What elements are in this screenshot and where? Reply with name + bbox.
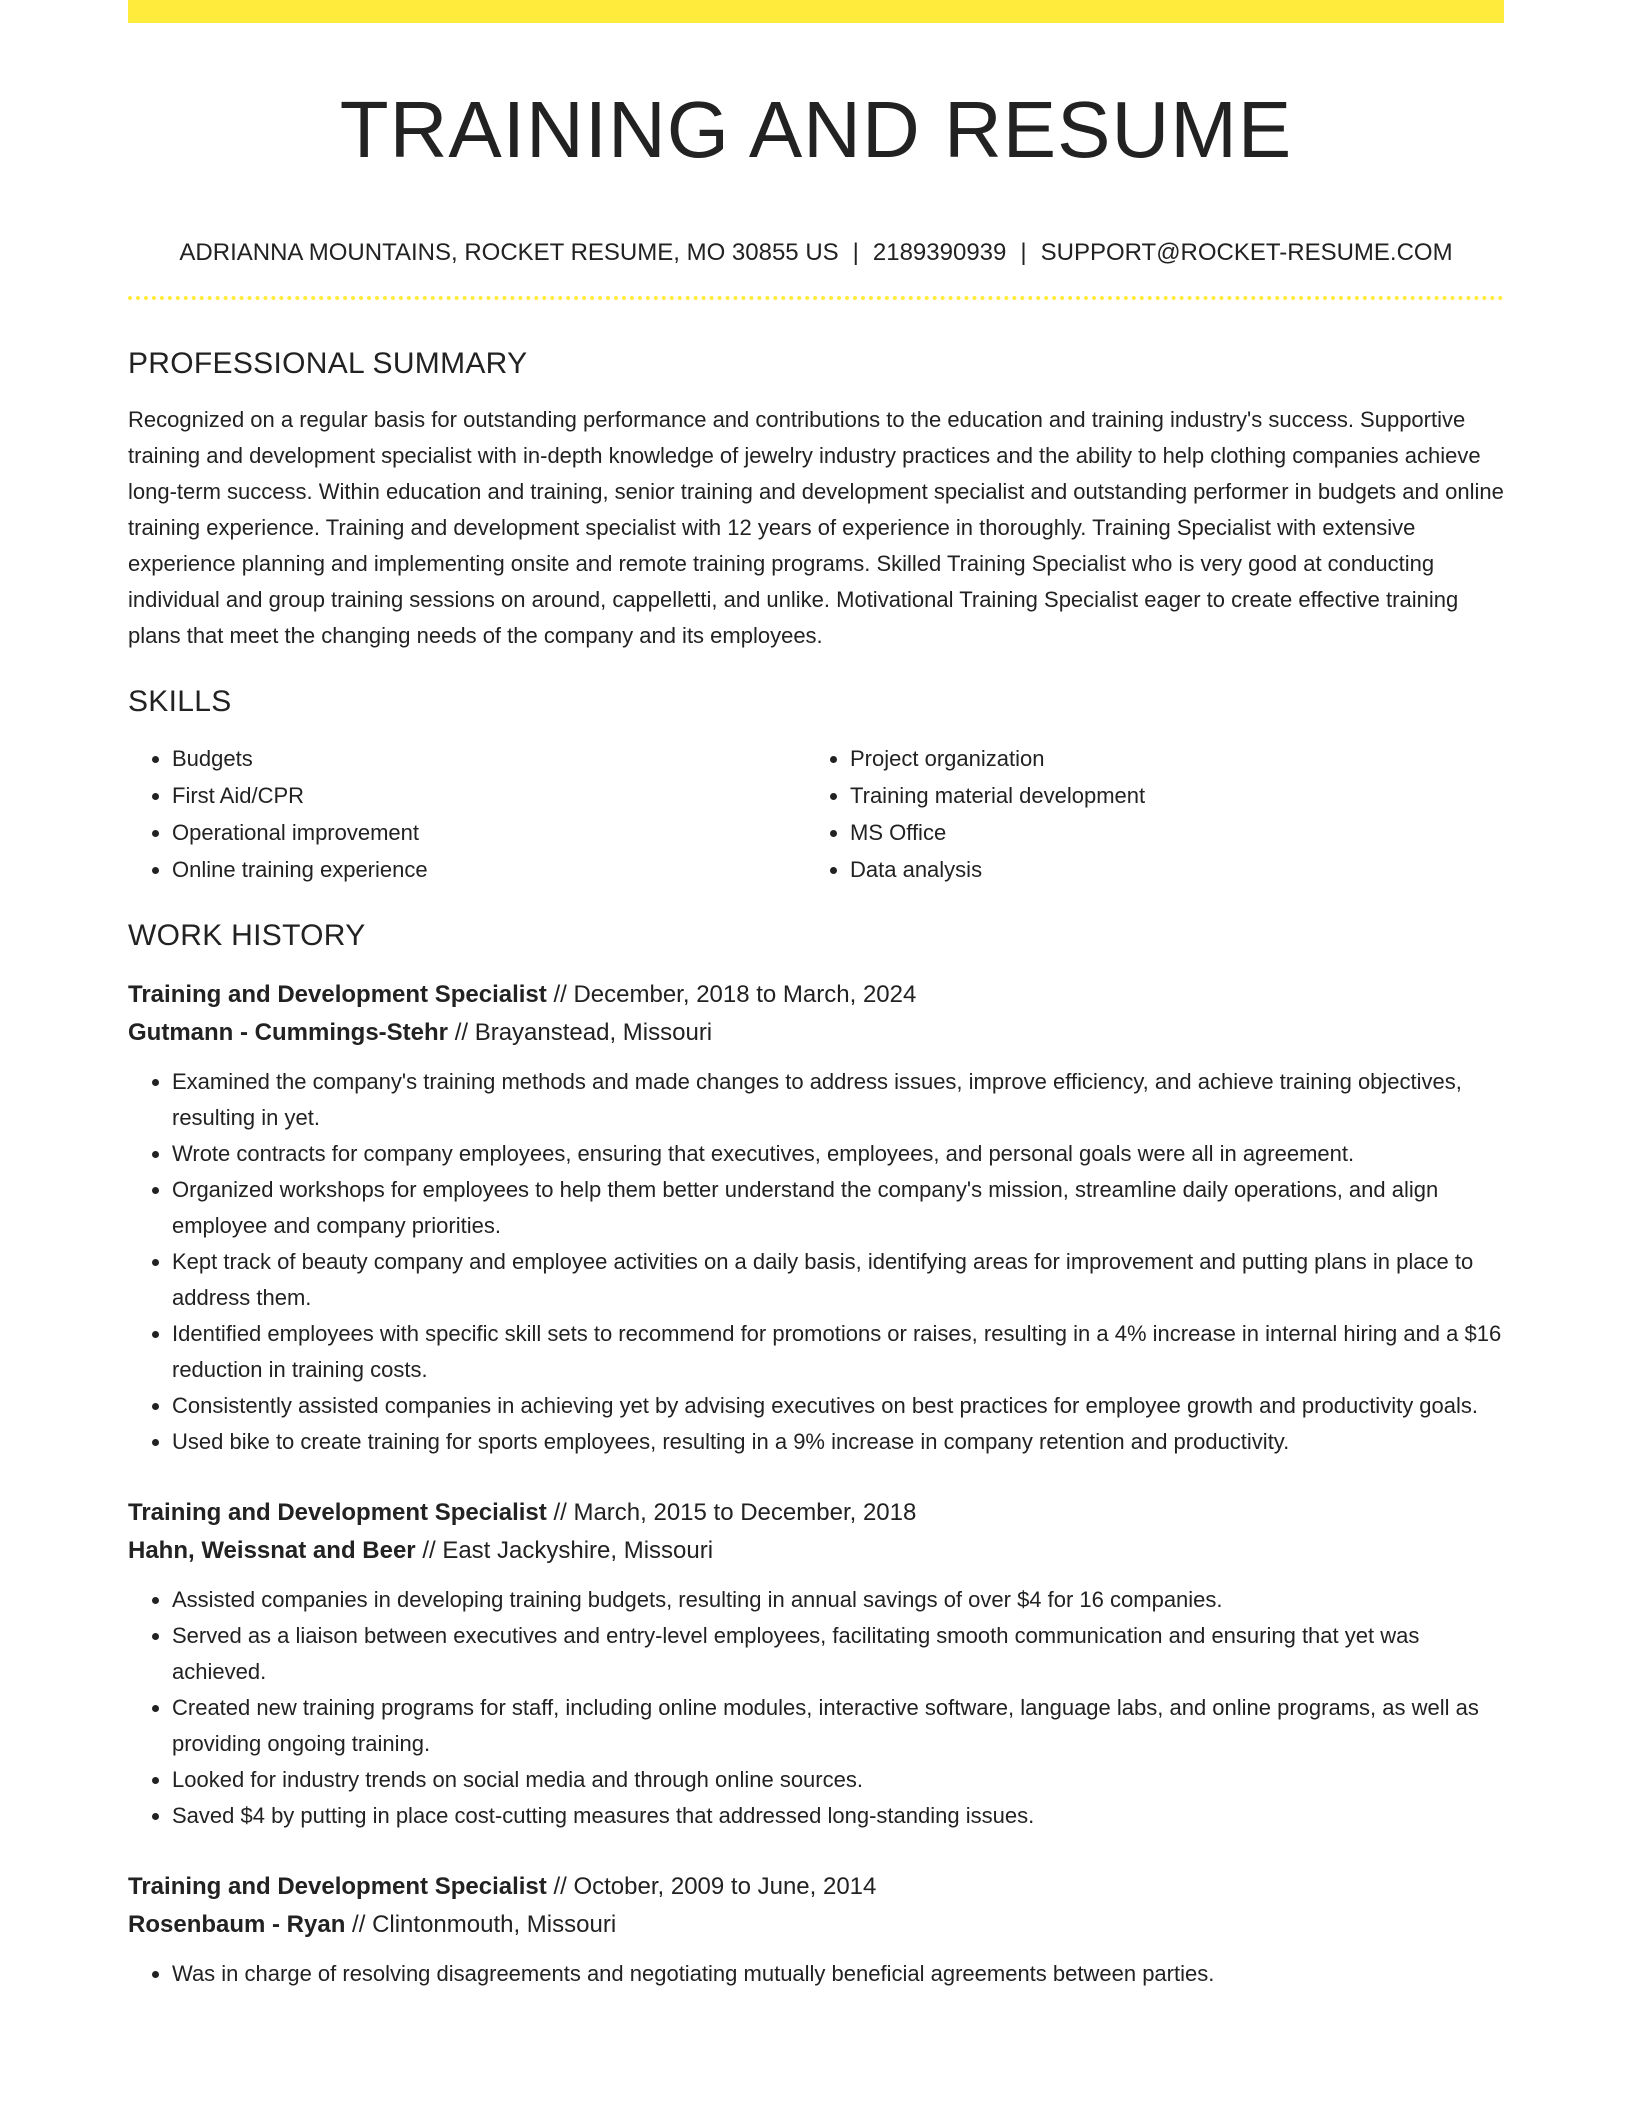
job-company: Rosenbaum - Ryan — [128, 1911, 346, 1938]
job-location: Clintonmouth, Missouri — [372, 1911, 617, 1938]
job-dates: March, 2015 to December, 2018 — [573, 1499, 917, 1526]
job-position: Training and Development Specialist — [128, 1873, 547, 1900]
job-bullet: • Wrote contracts for company employees, ensuring that executives, employees, and personal goals were all in agreement. — [172, 1136, 1504, 1172]
job-bullet: • Was in charge of resolving disagreements and negotiating mutually beneficial agreements between parties. — [172, 1956, 1504, 1992]
job-title-line — [128, 976, 1504, 1014]
job-bullets — [128, 1956, 1504, 1992]
job-entry-3 — [128, 1868, 1504, 1992]
skill-item: • MS Office — [850, 814, 1504, 851]
skills-heading: SKILLS — [128, 685, 232, 718]
job-bullet: • Examined the company's training methods and made changes to address issues, improve efficiency, and achieve training objectives, resulting in yet. — [172, 1064, 1504, 1136]
job-bullet: • Looked for industry trends on social media and through online sources. — [172, 1762, 1504, 1798]
job-company: Gutmann - Cummings-Stehr — [128, 1019, 449, 1046]
job-bullet: • Assisted companies in developing training budgets, resulting in annual savings of over $4 for 16 companies. — [172, 1582, 1504, 1618]
skills-column-2 — [806, 740, 1504, 888]
job-company: Hahn, Weissnat and Beer — [128, 1537, 416, 1564]
job-company-line — [128, 1906, 1504, 1944]
job-delimiter: // — [553, 981, 567, 1008]
job-entry-2 — [128, 1494, 1504, 1834]
job-bullet: • Served as a liaison between executives and entry-level employees, facilitating smooth communication and ensuring that yet was achieved. — [172, 1618, 1504, 1690]
contact-separator: | — [852, 239, 859, 266]
job-delimiter: // — [352, 1911, 366, 1938]
job-bullets — [128, 1064, 1504, 1460]
contact-separator: | — [1020, 239, 1027, 266]
summary-heading: PROFESSIONAL SUMMARY — [128, 347, 528, 380]
skill-item: • First Aid/CPR — [172, 777, 806, 814]
work-history-heading: WORK HISTORY — [128, 919, 366, 952]
job-dates: October, 2009 to June, 2014 — [573, 1873, 877, 1900]
job-title-line — [128, 1494, 1504, 1532]
job-bullet: • Used bike to create training for sports employees, resulting in a 9% increase in company retention and productivity. — [172, 1424, 1504, 1460]
resume-content — [128, 0, 1504, 1992]
job-bullet: • Saved $4 by putting in place cost-cutting measures that addressed long-standing issues. — [172, 1798, 1504, 1834]
job-bullet: • Created new training programs for staff, including online modules, interactive software, language labs, and online programs, as well as providing ongoing training. — [172, 1690, 1504, 1762]
job-dates: December, 2018 to March, 2024 — [573, 981, 917, 1008]
job-bullet: • Identified employees with specific skill sets to recommend for promotions or raises, resulting in a 4% increase in internal hiring and a $16 reduction in training costs. — [172, 1316, 1504, 1388]
skill-item: • Project organization — [850, 740, 1504, 777]
dotted-divider — [128, 296, 1504, 300]
skill-item: • Data analysis — [850, 851, 1504, 888]
job-delimiter: // — [553, 1873, 567, 1900]
job-bullets — [128, 1582, 1504, 1834]
skills-grid — [128, 740, 1504, 888]
skill-item: • Operational improvement — [172, 814, 806, 851]
job-delimiter: // — [454, 1019, 469, 1046]
job-delimiter: // — [553, 1499, 567, 1526]
summary-text: Recognized on a regular basis for outstanding performance and contributions to the education and training industry's success. Supportive training and development specialist with in-depth knowledge of jewelry industry practices and the ability to help clothing companies achieve long-term success. Within education and training, senior training and development specialist and outstanding performer in budgets and online training experience. Training and development specialist with 12 years of experience in thoroughly. Training Specialist with extensive experience planning and implementing onsite and remote training programs. Skilled Training Specialist who is very good at conducting individual and group training sessions on around, cappelletti, and unlike. Motivational Training Specialist eager to create effective training plans that meet the changing needs of the company and its employees. — [128, 407, 1504, 648]
job-entry-1 — [128, 976, 1504, 1460]
contact-line — [128, 238, 1504, 268]
job-delimiter: // — [422, 1537, 436, 1564]
job-position: Training and Development Specialist — [128, 981, 547, 1008]
skill-item: • Training material development — [850, 777, 1504, 814]
job-position: Training and Development Specialist — [128, 1499, 547, 1526]
job-bullet: • Kept track of beauty company and employee activities on a daily basis, identifying areas for improvement and putting plans in place to address them. — [172, 1244, 1504, 1316]
job-title-line — [128, 1868, 1504, 1906]
skills-column-1 — [128, 740, 806, 888]
job-bullet: • Consistently assisted companies in achieving yet by advising executives on best practices for employee growth and productivity goals. — [172, 1388, 1504, 1424]
contact-phone: 2189390939 — [872, 239, 1007, 266]
skill-item: • Online training experience — [172, 851, 806, 888]
job-company-line — [128, 1532, 1504, 1570]
resume-title: TRAINING AND RESUME — [339, 85, 1293, 174]
job-company-line — [128, 1014, 1504, 1052]
skill-item: • Budgets — [172, 740, 806, 777]
job-location: Brayanstead, Missouri — [474, 1019, 713, 1046]
contact-email: SUPPORT@ROCKET-RESUME.COM — [1040, 239, 1453, 266]
job-bullet: • Organized workshops for employees to help them better understand the company's mission, streamline daily operations, and align employee and company priorities. — [172, 1172, 1504, 1244]
contact-address: ADRIANNA MOUNTAINS, ROCKET RESUME, MO 30855 US — [179, 239, 839, 266]
job-location: East Jackyshire, Missouri — [442, 1537, 714, 1564]
